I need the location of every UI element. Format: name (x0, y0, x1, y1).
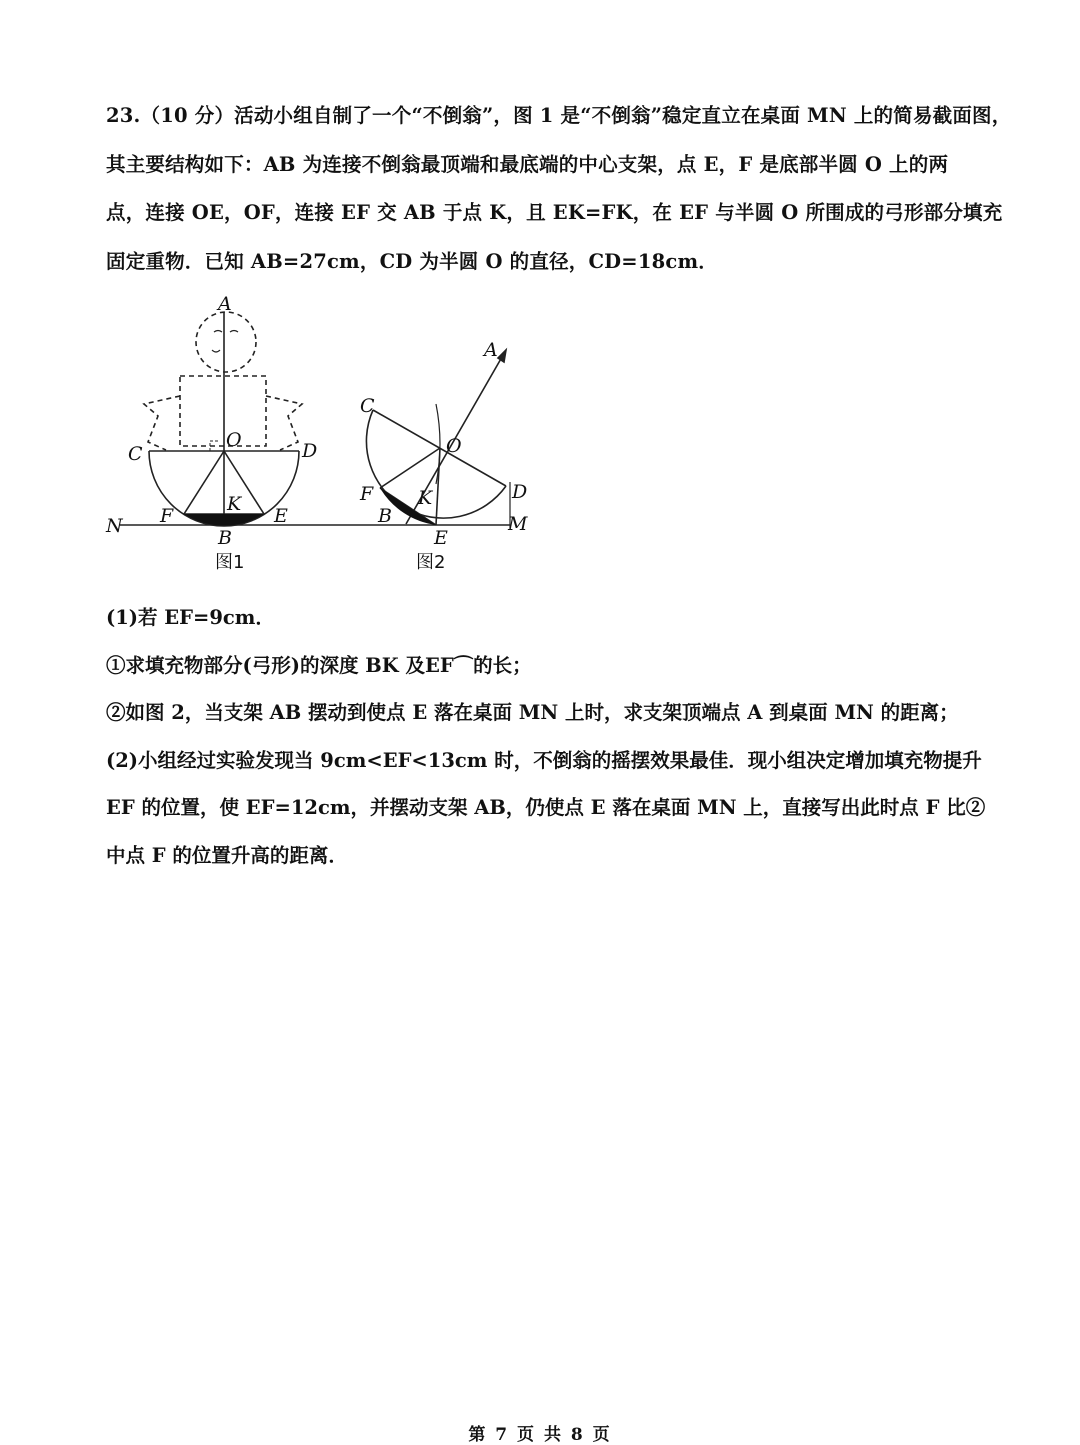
semicircle-tilted (366, 410, 506, 518)
question-line: (2)小组经过实验发现当 9cm<EF<13cm 时，不倒翁的摇摆效果最佳．现小组决定增加填充物提升 (106, 748, 982, 772)
label-d-2: D (512, 481, 528, 503)
left-arm-dashed (144, 396, 180, 450)
mouth (212, 350, 220, 352)
label-o: O (226, 429, 242, 451)
figure-1 (120, 312, 510, 526)
label-o-2: O (446, 435, 462, 457)
page-number-footer: 第 7 页 共 8 页 (468, 1425, 612, 1445)
figure-svg (100, 292, 540, 582)
right-arm-dashed (266, 396, 302, 450)
question-line: 中点 F 的位置升高的距离． (106, 843, 348, 867)
caption-figure-2: 图2 (416, 552, 446, 573)
label-d: D (302, 440, 318, 462)
label-e-2: E (434, 527, 448, 549)
label-m-2: M (508, 513, 528, 535)
caption-figure-1: 图1 (215, 552, 245, 573)
label-f: F (160, 505, 174, 527)
geometry-figure (100, 292, 540, 582)
problem-questions (106, 594, 1016, 879)
question-line: ②如图 2，当支架 AB 摆动到使点 E 落在桌面 MN 上时，求支架顶端点 A 到桌面 MN 的距离； (106, 701, 959, 724)
label-k-2: K (418, 487, 433, 509)
stem-line: 固定重物．已知 AB=27cm，CD 为半圆 O 的直径，CD=18cm． (106, 249, 718, 273)
radius-of (184, 451, 224, 514)
label-a-2: A (484, 339, 498, 361)
body-dashed-rect (180, 376, 266, 446)
problem-stem (106, 92, 1016, 286)
head-dashed-circle (196, 312, 256, 372)
label-c-2: C (360, 395, 375, 417)
label-k: K (227, 493, 242, 515)
question-line: (1)若 EF=9cm． (106, 606, 275, 629)
question-line: ①求填充物部分(弓形)的深度 BK 及EF⌒的长； (106, 653, 532, 677)
filled-segment (184, 514, 264, 526)
stem-line: 其主要结构如下：AB 为连接不倒翁最顶端和最底端的中心支架，点 E，F 是底部半圆 O 上的两 (106, 152, 949, 176)
stem-line: 点，连接 OE，OF，连接 EF 交 AB 于点 K，且 EK=FK，在 EF 与半圆 O 所围成的弓形部分填充 (106, 201, 1003, 224)
stem-line: 23.（10 分）活动小组自制了一个“不倒翁”，图 1 是“不倒翁”稳定直立在桌面 MN 上的简易截面图， (106, 104, 1012, 127)
label-e: E (274, 505, 288, 527)
label-f-2: F (360, 483, 374, 505)
arrow-a (498, 350, 506, 362)
figure-1-labels (105, 293, 317, 549)
eyes (214, 331, 238, 333)
label-a: A (218, 293, 232, 315)
label-c: C (128, 443, 143, 465)
question-line: EF 的位置，使 EF=12cm，并摆动支架 AB，仍使点 E 落在桌面 MN 上，直接写出此时点 F 比② (106, 796, 986, 819)
label-n: N (106, 515, 123, 537)
label-b: B (218, 527, 232, 549)
figure-2 (366, 350, 510, 530)
label-b-2: B (378, 505, 392, 527)
